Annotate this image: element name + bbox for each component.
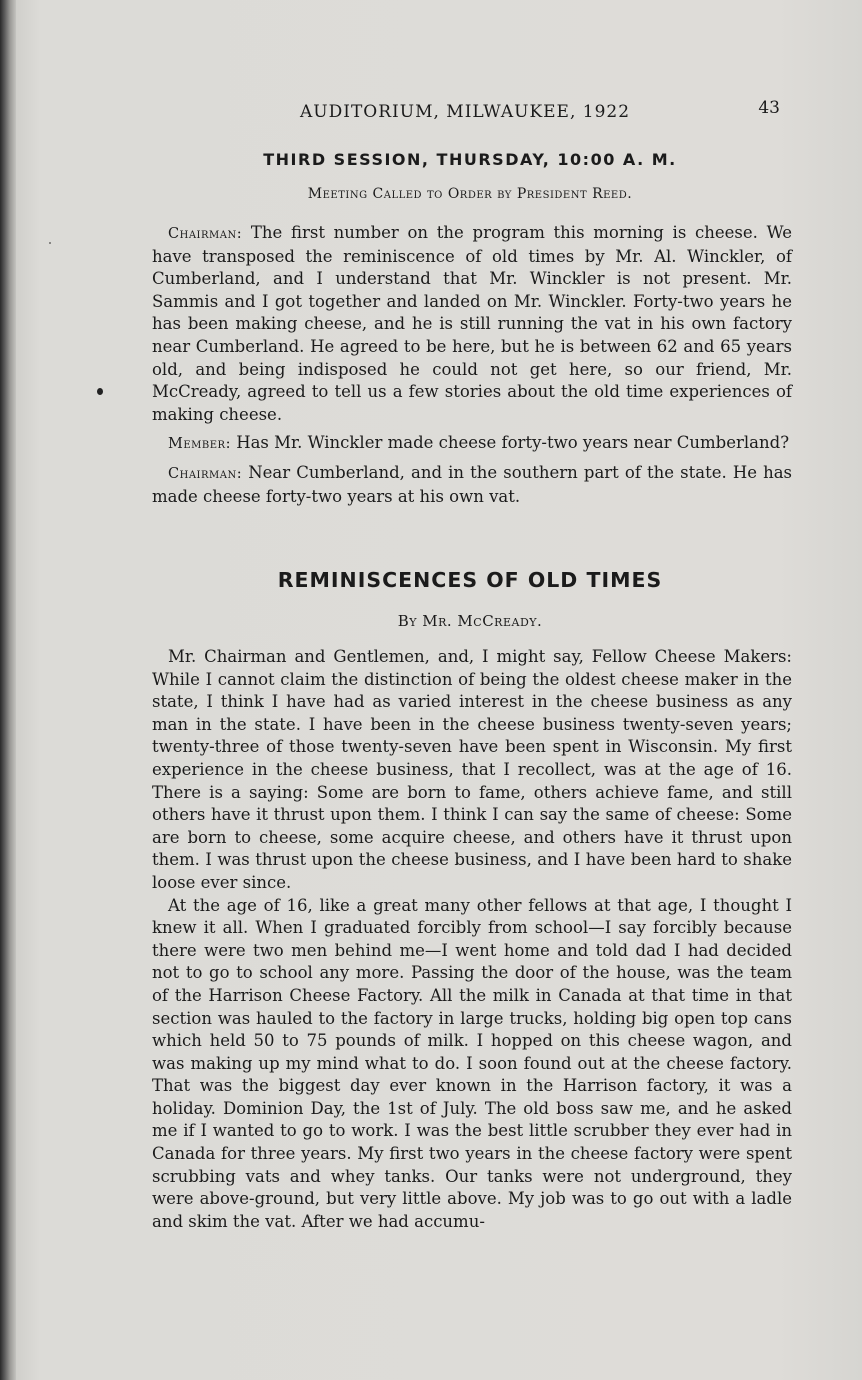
body-paragraph: At the age of 16, like a great many other fellows at that age, I thought I knew it all. When I graduated forcibly from school—I say forcibly because there were two men behind me—I went home and told dad I had decided not to go to school any more. Passing the door of the house, was the team of the Harrison Cheese Factory. All the milk in Canada at that time in that section was hauled to the factory in large trucks, holding big open top cans which held 50 to 75 pounds of milk. I hopped on this cheese wagon, and was making up my mind what to do. I soon found out at the cheese factory. That was the biggest day ever known in the Harrison factory, it was a holiday. Dominion Day, the 1st of July. The old boss saw me, and he asked me if I wanted to go to work. I was the best little scrubber they ever had in Canada for three years. My first two years in the cheese factory were spent scrubbing vats and whey tanks. Our tanks were not underground, they were above-ground, but very little above. My job was to go out with a ladle and skim the vat. After we had accumu- xyxy=(152,895,792,1231)
ink-speck xyxy=(97,388,103,395)
exchange-paragraph xyxy=(152,222,792,426)
meeting-line: Meeting Called to Order by President Reed. xyxy=(307,186,633,202)
page-number: 43 xyxy=(758,98,780,118)
exchange-paragraph xyxy=(152,432,792,456)
exchange-paragraph xyxy=(152,462,792,508)
ink-speck xyxy=(49,242,51,244)
article-byline: By Mr. McCready. xyxy=(397,612,543,630)
running-head xyxy=(150,100,790,128)
session-title: THIRD SESSION, THURSDAY, 10:00 A. M. xyxy=(263,150,677,169)
speech-text: Has Mr. Winckler made cheese forty-two years near Cumberland? xyxy=(236,433,790,453)
running-head-title: AUDITORIUM, MILWAUKEE, 1922 xyxy=(300,102,631,122)
article-title: REMINISCENCES OF OLD TIMES xyxy=(277,568,663,592)
opening-exchange xyxy=(152,222,792,508)
speech-text: The first number on the program this morning is cheese. We have transposed the reminiscence of old times by Mr. Al. Winckler, of Cumberland, and I understand that Mr. Winckler is not present. Mr. Sammis and I got together and landed on Mr. Winckler. Forty-two years he has been making cheese, and he is still running the vat in his own factory near Cumberland. He agreed to be here, but he is between 62 and 65 years old, and being indisposed he could not get here, so our friend, Mr. McCready, agreed to tell us a few stories about the old time experiences of making cheese. xyxy=(152,223,792,424)
speech-text: Near Cumberland, and in the southern part of the state. He has made cheese forty-two years at his own vat. xyxy=(152,462,793,506)
body-paragraph: Mr. Chairman and Gentlemen, and, I might say, Fellow Cheese Makers: While I cannot claim the distinction of being the oldest cheese maker in the state, I think I have had as varied interest in the cheese business as any man in the state. I have been in the cheese business twenty-seven years; twenty-three of those twenty-seven have been spent in Wisconsin. My first experience in the cheese business, that I recollect, was at the age of 16. There is a saying: Some are born to fame, others achieve fame, and still others have it thrust upon them. I think I can say the same of cheese: Some are born to cheese, some acquire cheese, and others have it thrust upon them. I was thrust upon the cheese business, and I have been hard to shake loose ever since. xyxy=(152,647,792,892)
speaker-label: Chairman: xyxy=(168,465,243,482)
speaker-label: Member: xyxy=(168,436,231,453)
book-spine-shadow xyxy=(0,0,16,1380)
speaker-label: Chairman: xyxy=(168,226,243,242)
article-body xyxy=(152,646,792,1233)
